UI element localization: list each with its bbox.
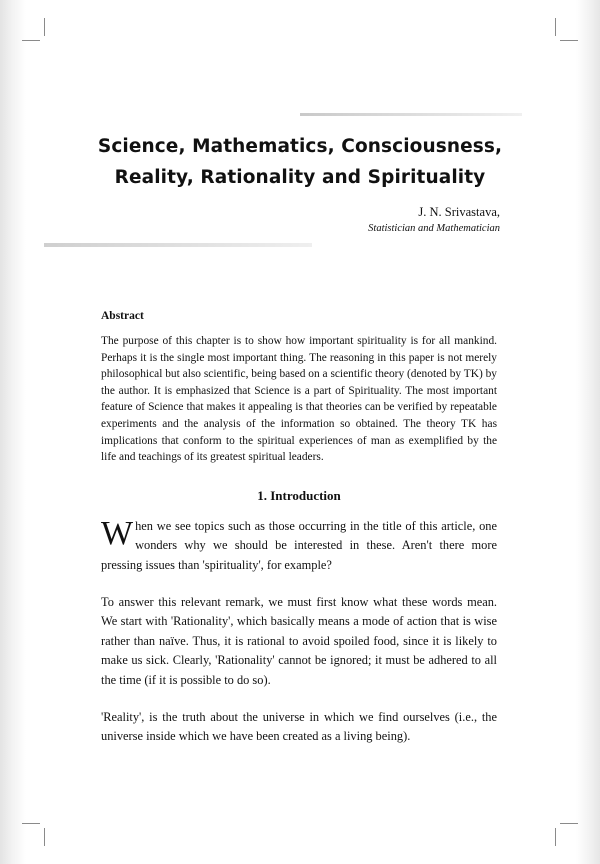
title-line-2: Reality, Rationality and Spirituality xyxy=(114,167,486,188)
page-title xyxy=(70,131,530,193)
paragraph-text: hen we see topics such as those occurring in the title of this article, one wonders why we should be interested in these. Aren't there more pressing issues than 'spirituality', for example? xyxy=(101,518,497,572)
author-block xyxy=(368,205,500,234)
abstract-text: The purpose of this chapter is to show how important spirituality is for all mankind. Perhaps it is the single most important thing. The reasoning in this paper is not merely philosophical but also scientific, being based on a scientific theory (denoted by TK) by the author. It is emphasized that Science is a part of Spirituality. The most important feature of Science that makes it appealing is that theories can be verified by repeatable experiments and the analysis of the information so obtained. The theory TK has implications that conform to the spiritual experiences of man as exemplified by the life and teachings of its greatest spiritual leaders. xyxy=(101,335,497,464)
title-rule-bottom xyxy=(44,243,312,247)
author-name: J. N. Srivastava, xyxy=(418,205,500,219)
abstract-heading: Abstract xyxy=(101,310,144,322)
title-line-1: Science, Mathematics, Consciousness, xyxy=(97,136,503,157)
title-rule-top xyxy=(300,113,522,116)
paragraph: To answer this relevant remark, we must first know what these words mean. We start with 'Rationality', which basically means a mode of action that is wise rather than naïve. Thus, it is rational to avoid spoiled food, since it is likely to make us sick. Clearly, 'Rationality' cannot be ignored; it must be adhered to all the time (if it is possible to do so). xyxy=(101,594,497,687)
author-affiliation: Statistician and Mathematician xyxy=(368,223,500,234)
section-heading: 1. Introduction xyxy=(257,487,341,503)
article-body xyxy=(101,310,497,764)
paragraph: 'Reality', is the truth about the universe in which we find ourselves (i.e., the universe inside which we have been created as a living being). xyxy=(101,709,497,744)
drop-cap: W xyxy=(101,514,134,552)
paragraph xyxy=(101,514,497,576)
